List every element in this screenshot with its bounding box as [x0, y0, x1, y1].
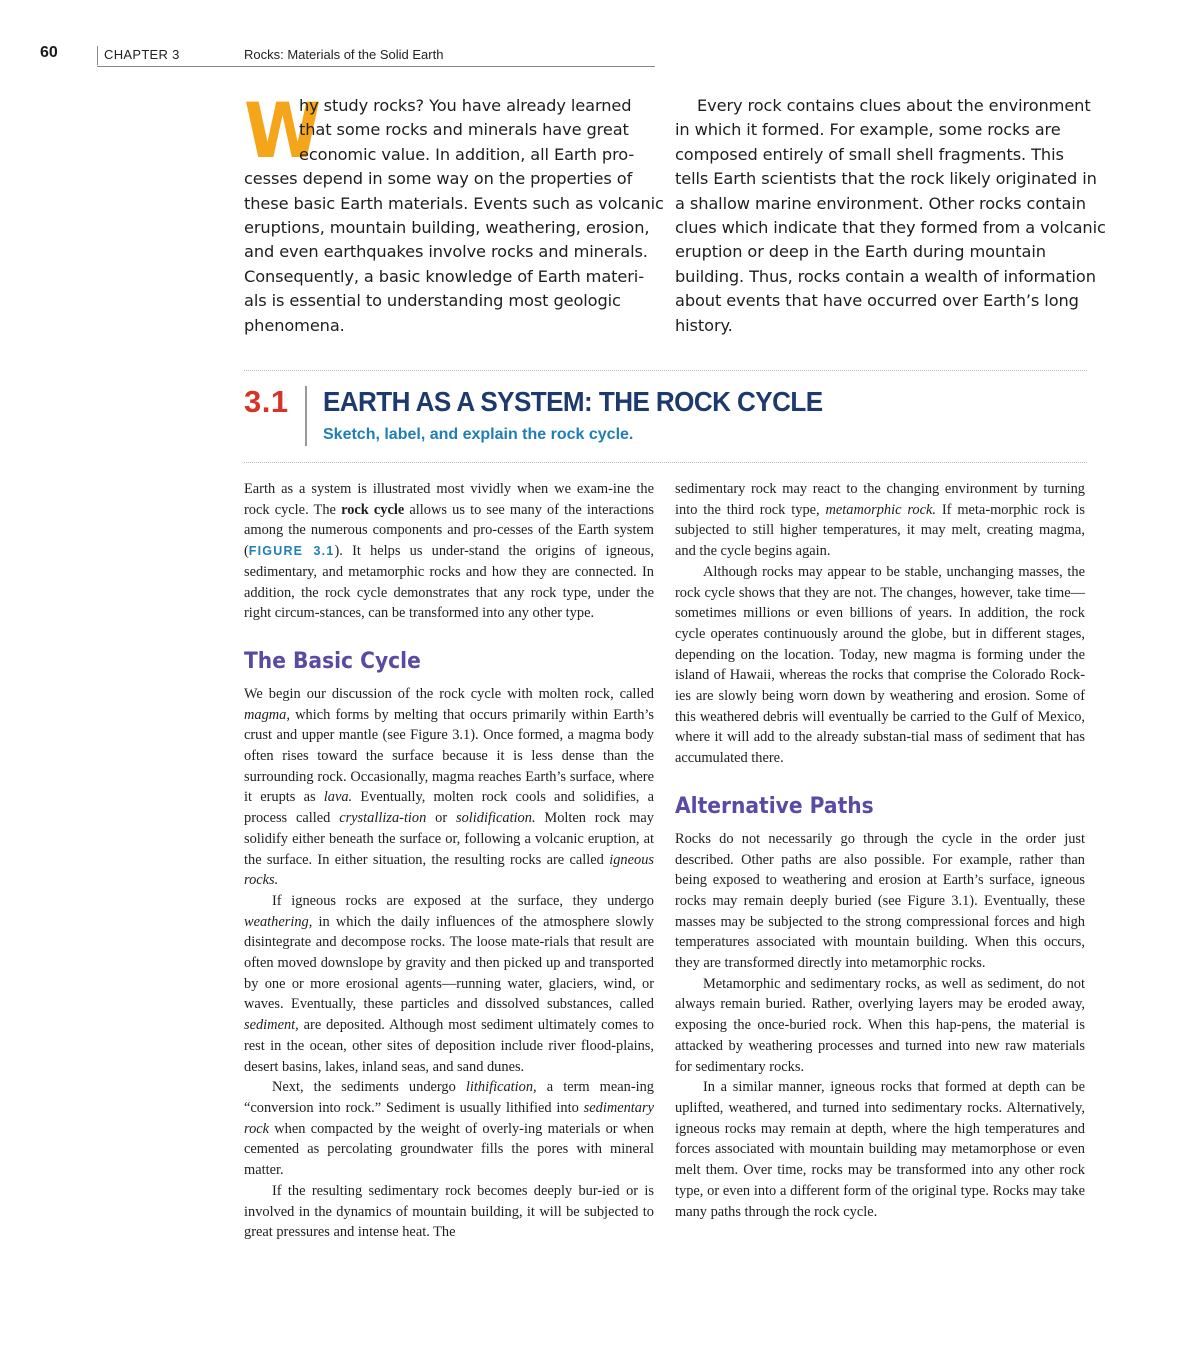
chapter-title: Rocks: Materials of the Solid Earth — [244, 47, 444, 62]
intro-line: composed entirely of small shell fragments. This — [675, 144, 1064, 164]
intro-line: history. — [675, 315, 733, 335]
intro-line: in which it formed. For example, some rocks are — [675, 120, 1061, 140]
drop-cap: W — [244, 86, 322, 175]
section-top-rule — [244, 370, 1087, 371]
intro-line: about events that have occurred over Earth’s long — [675, 291, 1079, 311]
figure-reference-link[interactable]: FIGURE 3.1 — [248, 544, 335, 559]
paragraph: If the resulting sedimentary rock becomes deeply bur-ied or is involved in the dynamics of mountain building, it will be subjected to great pressures and intense heat. The — [244, 1182, 654, 1241]
paragraph: Metamorphic and sedimentary rocks, as well as sediment, do not always remain buried. Rather, overlying layers may be eroded away, exposing the once-buried rock. When this hap-pens, the material is attacked by weathering processes and turned into new raw materials for sedimentary rocks. — [675, 975, 1085, 1075]
header-divider — [97, 46, 98, 65]
intro-line: a shallow marine environment. Other rocks contain — [675, 193, 1086, 213]
paragraph: sedimentary rock may react to the changing environment by turning into the third rock type, metamorphic rock. If meta-morphic rock is subjected to still higher temperatures, it may melt, creating magma, and the cycle begins again. — [675, 481, 1086, 560]
section-title: EARTH AS A SYSTEM: THE ROCK CYCLE — [323, 386, 823, 417]
body-left-column — [244, 479, 654, 1243]
intro-right-column — [675, 94, 1106, 338]
intro-line: economic value. In addition, all Earth pro- — [299, 144, 635, 164]
intro-line: that some rocks and minerals have great — [299, 120, 629, 140]
intro-line: als is essential to understanding most geologic — [244, 291, 621, 311]
intro-line: cesses depend in some way on the properties of — [244, 169, 633, 189]
key-term: rock cycle — [341, 501, 405, 518]
intro-line: building. Thus, rocks contain a wealth of information — [675, 266, 1096, 286]
intro-line: these basic Earth materials. Events such as volcanic — [244, 193, 664, 213]
intro-left-column — [244, 86, 664, 338]
paragraph: In a similar manner, igneous rocks that formed at depth can be uplifted, weathered, and turned into sedimentary rocks. Alternatively, igneous rocks may remain at depth, where the high temperatures and forces associated with mountain building may metamorphose or even melt them. Over time, rocks may be transformed into any other rock type, or even into a different form of the original type. Rocks may take many paths through the rock cycle. — [675, 1079, 1085, 1220]
section-number: 3.1 — [244, 384, 289, 419]
section-objective: Sketch, label, and explain the rock cycle. — [323, 426, 634, 443]
intro-line: and even earthquakes involve rocks and minerals. — [244, 242, 648, 262]
intro-line: eruption or deep in the Earth during mountain — [675, 242, 1046, 262]
subheading-basic-cycle: The Basic Cycle — [244, 648, 421, 674]
paragraph: Although rocks may appear to be stable, unchanging masses, the rock cycle shows that they are not. The changes, however, take time—sometimes millions or even billions of years. In addition, the rock cycle operates continuously around the globe, but in different stages, depending on the location. Today, new magma is forming under the island of Hawaii, whereas the rocks that comprise the Colorado Rock-ies are slowly being worn down by weathering and erosion. Some of this weathered debris will eventually be carried to the Gulf of Mexico, where it will add to the already substan-tial mass of sediment that has accumulated there. — [675, 563, 1085, 767]
header-rule — [97, 66, 655, 67]
intro-line: eruptions, mountain building, weathering, erosion, — [244, 218, 650, 238]
intro-line: phenomena. — [244, 315, 345, 335]
section-bottom-rule — [244, 462, 1087, 463]
body-right-column — [675, 479, 1085, 1222]
chapter-label: CHAPTER 3 — [104, 47, 180, 62]
section-divider — [305, 386, 307, 446]
intro-line: hy study rocks? You have already learned — [299, 96, 632, 115]
intro-line: clues which indicate that they formed from a volcanic — [675, 218, 1106, 238]
paragraph: Earth as a system is illustrated most vividly when we exam-ine the rock cycle. The rock cycle allows us to see many of the interactions among the numerous components and pro-cesses of the Earth system (FIGURE 3.1). It helps us under-stand the origins of igneous, sedimentary, and metamorphic rocks and how they are connected. In addition, the rock cycle demonstrates that any rock type, under the right circum-stances, can be transformed into any other type. — [244, 481, 655, 622]
paragraph: Rocks do not necessarily go through the cycle in the order just described. Other paths are also possible. For example, rather than being exposed to weathering and erosion at Earth’s surface, igneous rocks may remain deeply buried (see Figure 3.1). Eventually, these masses may be subjected to the strong compressional forces and high temperatures associated with mountain building. When this occurs, they are transformed directly into metamorphic rocks. — [675, 830, 1085, 972]
subheading-alternative-paths: Alternative Paths — [675, 793, 874, 819]
page-number: 60 — [40, 44, 58, 61]
paragraph: If igneous rocks are exposed at the surface, they undergo weathering, in which the daily influences of the atmosphere slowly disintegrate and decompose rocks. The loose mate-rials that result are often moved downslope by gravity and then picked up and transported by one or more erosional agents—running water, glaciers, wind, or waves. Eventually, these particles and dissolved substances, called sediment, are deposited. Although most sediment ultimately comes to rest in the ocean, other sites of deposition include river flood-plains, desert basins, lakes, inland seas, and sand dunes. — [244, 892, 654, 1075]
intro-line: Consequently, a basic knowledge of Earth materi- — [244, 266, 644, 286]
paragraph: Next, the sediments undergo lithification, a term mean-ing “conversion into rock.” Sediment is usually lithified into sedimentary rock when compacted by the weight of overly-ing materials or when cemented as percolating groundwater fills the pores with mineral matter. — [244, 1079, 654, 1179]
paragraph: We begin our discussion of the rock cycle with molten rock, called magma, which forms by melting that occurs primarily within Earth’s crust and upper mantle (see Figure 3.1). Once formed, a magma body often rises toward the surface because it is less dense than the surrounding rock. Occasionally, magma reaches Earth’s surface, where it erupts as lava. Eventually, molten rock cools and solidifies, a process called crystalliza-tion or solidification. Molten rock may solidify either beneath the surface or, following a volcanic eruption, at the surface. In either situation, the resulting rocks are called igneous rocks. — [244, 685, 654, 889]
intro-line: Every rock contains clues about the environment — [697, 96, 1091, 115]
intro-line: tells Earth scientists that the rock likely originated in — [675, 169, 1097, 189]
